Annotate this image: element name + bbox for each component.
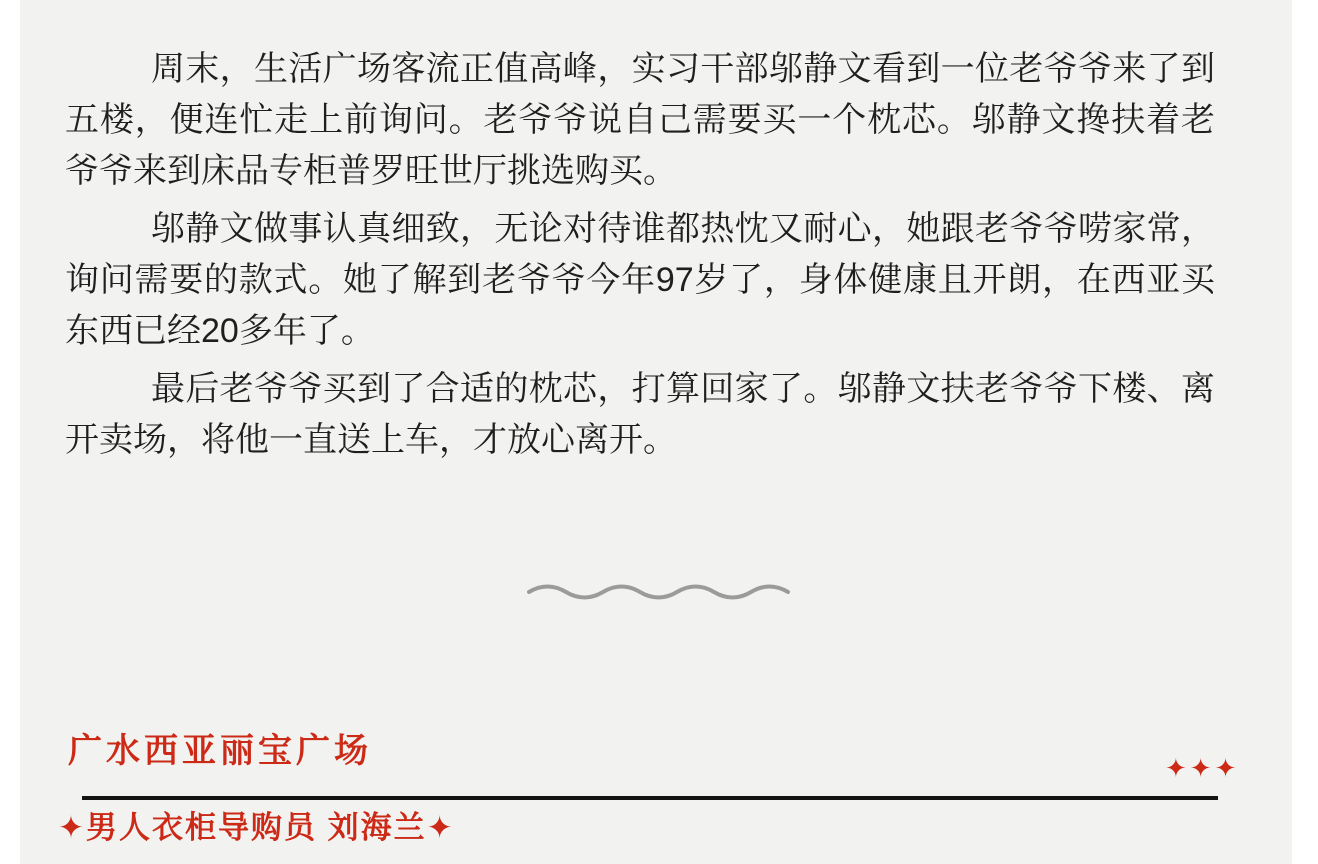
divider-rule xyxy=(82,796,1218,800)
article-page xyxy=(20,0,1292,864)
store-name: 广水西亚丽宝广场 xyxy=(68,732,372,770)
author-credit: ✦男人衣柜导购员 刘海兰✦ xyxy=(58,810,455,845)
decorative-stars-icon: ✦✦✦ xyxy=(1165,753,1240,783)
wavy-line-icon xyxy=(527,578,791,606)
paragraph-1: 周末，生活广场客流正值高峰，实习干部邬静文看到一位老爷爷来了到五楼，便连忙走上前询问。老爷爷说自己需要买一个枕芯。邬静文搀扶着老爷爷来到床品专柜普罗旺世厅挑选购买。 xyxy=(65,50,1215,190)
wavy-divider xyxy=(527,578,791,606)
paragraph-2: 邬静文做事认真细致，无论对待谁都热忱又耐心，她跟老爷爷唠家常，询问需要的款式。她了解到老爷爷今年97岁了，身体健康且开朗，在西亚买东西已经20多年了。 xyxy=(65,210,1215,350)
article-body xyxy=(65,44,1215,473)
paragraph-3: 最后老爷爷买到了合适的枕芯，打算回家了。邬静文扶老爷爷下楼、离开卖场，将他一直送上车，才放心离开。 xyxy=(65,370,1215,459)
